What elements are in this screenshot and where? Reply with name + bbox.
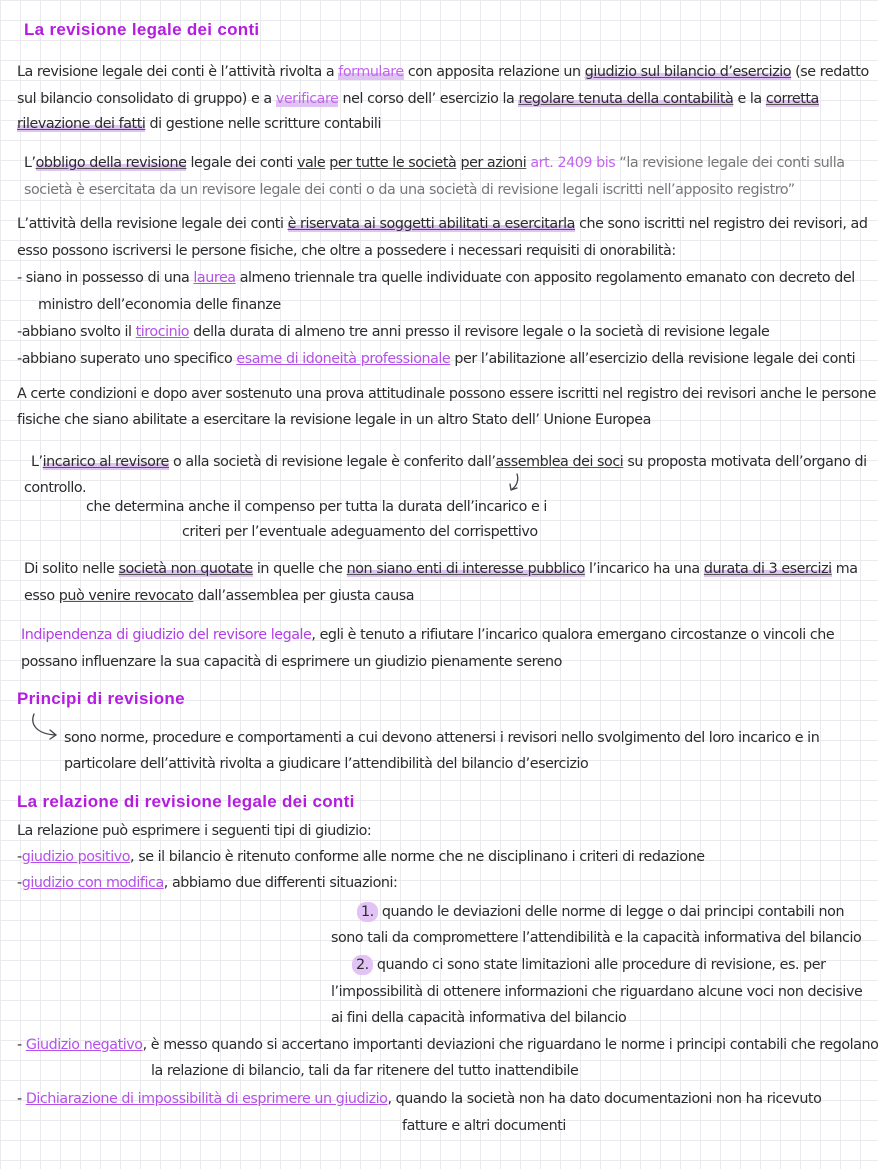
- incarico-line-3: che determina anche il compenso per tutta la durata dell’incarico e i: [86, 499, 547, 515]
- requisito-esame: -abbiano superato uno specifico esame di idoneità professionale per l’abilitazione all’esercizio della revisione legale dei conti: [17, 351, 856, 367]
- durata-line-1: Di solito nelle società non quotate in quelle che non siano enti di interesse pubblico l’incarico ha una durata di 3 esercizi ma: [24, 561, 858, 577]
- principi-line-1: sono norme, procedure e comportamenti a cui devono attenersi i revisori nello svolgimento del loro incarico e in: [64, 730, 820, 746]
- requisito-laurea: - siano in possesso di una laurea almeno triennale tra quelle individuate con apposito regolamento emanato con decreto del: [17, 270, 855, 286]
- principi-line-2: particolare dell’attività rivolta a giudicare l’attendibilità del bilancio d’esercizio: [64, 756, 589, 772]
- requisito-laurea-cont: ministro dell’economia delle finanze: [38, 297, 281, 313]
- obbligo-line-1: L’obbligo della revisione legale dei conti vale per tutte le società per azioni art. 2409 bis “la revisione legale dei conti sulla: [24, 155, 845, 171]
- giudizio-negativo-line-2: la relazione di bilancio, tali da far ritenere del tutto inattendibile: [151, 1063, 579, 1079]
- relazione-intro: La relazione può esprimere i seguenti tipi di giudizio:: [17, 823, 372, 839]
- giudizio-negativo: - Giudizio negativo, è messo quando si accertano importanti deviazioni che riguardano le norme i principi contabili che regolano: [17, 1037, 878, 1053]
- situazione-1-line-2: sono tali da compromettere l’attendibilità e la capacità informativa del bilancio: [331, 930, 862, 946]
- curved-arrow-icon: [30, 712, 64, 742]
- attivita-line-1: L’attività della revisione legale dei conti è riservata ai soggetti abilitati a esercitarla che sono iscritti nel registro dei revisori, ad: [17, 216, 868, 232]
- situazione-2-line-1: 2. quando ci sono state limitazioni alle procedure di revisione, es. per: [352, 955, 826, 975]
- indipendenza-line-2: possano influenzare la sua capacità di esprimere un giudizio pienamente sereno: [21, 654, 562, 670]
- attivita-line-2: esso possono iscriversi le persone fisiche, che oltre a possedere i necessari requisiti di onorabilità:: [17, 243, 676, 259]
- incarico-line-2: controllo.: [24, 480, 87, 496]
- incarico-line-1: L’incarico al revisore o alla società di revisione legale è conferito dall’assemblea dei soci su proposta motivata dell’organo di: [31, 454, 867, 470]
- ue-line-1: A certe condizioni e dopo aver sostenuto una prova attitudinale possono essere iscritti nel registro dei revisori anche le persone: [17, 386, 876, 402]
- giudizio-con-modifica: -giudizio con modifica, abbiamo due differenti situazioni:: [17, 875, 398, 891]
- intro-line-2: sul bilancio consolidato di gruppo) e a verificare nel corso dell’ esercizio la regolare tenuta della contabilità e la corretta: [17, 91, 819, 107]
- number-badge: 2.: [352, 955, 373, 975]
- intro-line-1: La revisione legale dei conti è l’attività rivolta a formulare con apposita relazione un giudizio sul bilancio d’esercizio (se redatto: [17, 64, 869, 80]
- dichiarazione-impossibilita: - Dichiarazione di impossibilità di esprimere un giudizio, quando la società non ha dato documentazioni non ha ricevuto: [17, 1091, 822, 1107]
- incarico-line-4: criteri per l’eventuale adeguamento del corrispettivo: [182, 524, 538, 540]
- ue-line-2: fisiche che siano abilitate a esercitare la revisione legale in un altro Stato dell’ Unione Europea: [17, 412, 651, 428]
- durata-line-2: esso può venire revocato dall’assemblea per giusta causa: [24, 588, 415, 604]
- intro-line-3: rilevazione dei fatti di gestione nelle scritture contabili: [17, 116, 381, 132]
- dichiarazione-impossibilita-line-2: fatture e altri documenti: [402, 1118, 566, 1134]
- number-badge: 1.: [357, 902, 378, 922]
- obbligo-line-2: società è esercitata da un revisore legale dei conti o da una società di revisione legali iscritti nell’apposito registro”: [24, 182, 795, 198]
- requisito-tirocinio: -abbiano svolto il tirocinio della durata di almeno tre anni presso il revisore legale o la società di revisione legale: [17, 324, 770, 340]
- principi-heading: Principi di revisione: [17, 689, 185, 708]
- page-title: La revisione legale dei conti: [24, 20, 260, 39]
- relazione-heading: La relazione di revisione legale dei conti: [17, 792, 355, 811]
- hand-drawn-arrow-icon: [505, 472, 525, 498]
- situazione-2-line-2: l’impossibilità di ottenere informazioni che riguardano alcune voci non decisive: [331, 984, 863, 1000]
- indipendenza-line-1: Indipendenza di giudizio del revisore legale, egli è tenuto a rifiutare l’incarico qualora emergano circostanze o vincoli che: [21, 627, 835, 643]
- giudizio-positivo: -giudizio positivo, se il bilancio è ritenuto conforme alle norme che ne disciplinano i criteri di redazione: [17, 849, 705, 865]
- situazione-1-line-1: 1. quando le deviazioni delle norme di legge o dai principi contabili non: [357, 902, 844, 922]
- situazione-2-line-3: ai fini della capacità informativa del bilancio: [331, 1010, 627, 1026]
